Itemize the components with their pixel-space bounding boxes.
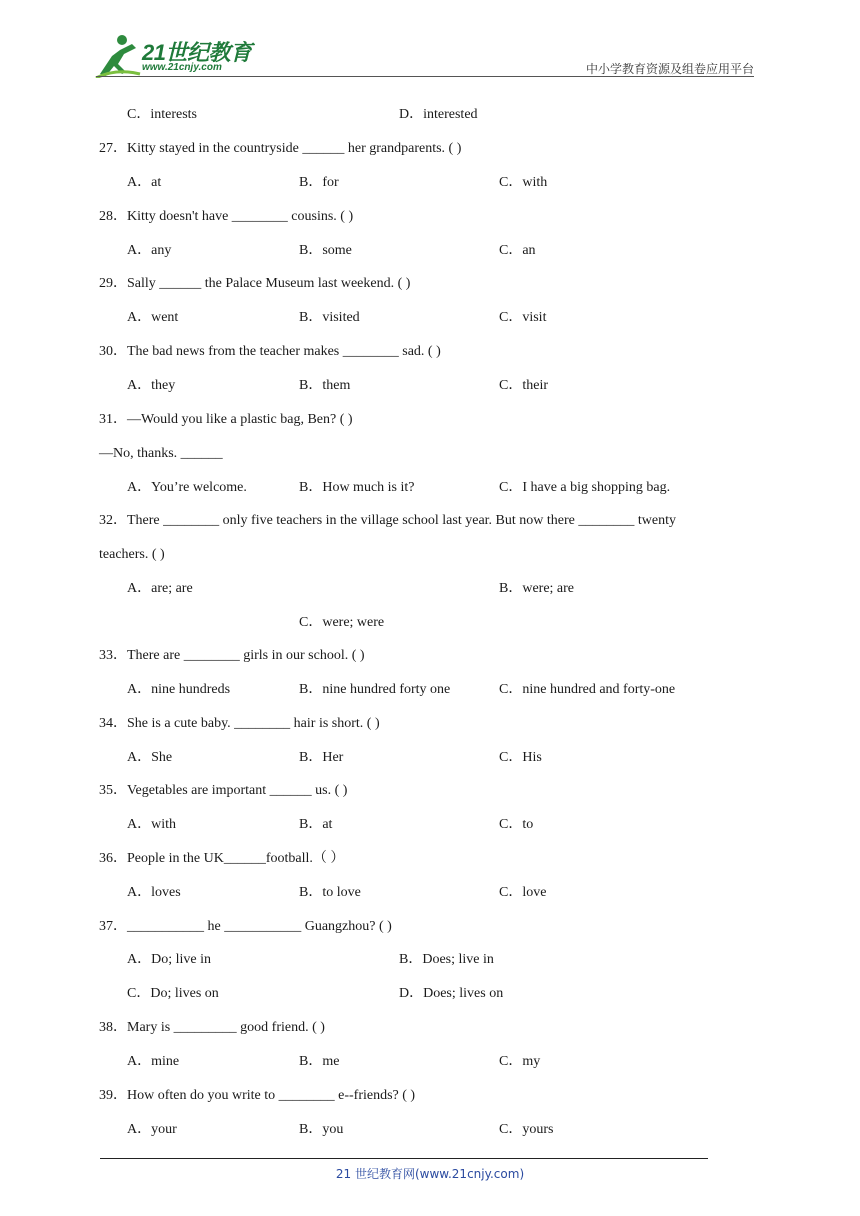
question-30: 30．The bad news from the teacher makes ________ sad. ( )	[99, 344, 441, 359]
q36-option-c: C．love	[499, 885, 547, 900]
q30-option-a: A．they	[127, 378, 176, 393]
question-32: 32．There ________ only five teachers in the village school last year. But now there ________ twenty	[99, 513, 676, 528]
q28-option-b: B．some	[299, 243, 352, 258]
q33-option-c: C．nine hundred and forty-one	[499, 682, 676, 697]
q34-option-c: C．His	[499, 750, 542, 765]
q30-option-b: B．them	[299, 378, 351, 393]
footer-link[interactable]: 21 世纪教育网(www.21cnjy.com)	[335, 1167, 525, 1181]
q39-option-c: C．yours	[499, 1122, 554, 1137]
q39-option-b: B．you	[299, 1122, 344, 1137]
header-divider	[96, 76, 754, 77]
question-39: 39．How often do you write to ________ e--friends? ( )	[99, 1088, 416, 1103]
footer-divider	[100, 1158, 708, 1159]
question-27: 27．Kitty stayed in the countryside ______ her grandparents. ( )	[99, 141, 462, 156]
q39-option-a: A．your	[127, 1122, 177, 1137]
q37-option-d: D．Does; lives on	[399, 986, 504, 1001]
q33-option-a: A．nine hundreds	[127, 682, 231, 697]
q32-option-b: B．were; are	[499, 581, 575, 596]
q38-option-c: C．my	[499, 1054, 541, 1069]
q35-option-a: A．with	[127, 817, 176, 832]
question-37: 37．___________ he ___________ Guangzhou? ( )	[99, 919, 392, 934]
q31-reply: —No, thanks. ______	[99, 446, 223, 461]
q34-option-b: B．Her	[299, 750, 344, 765]
q35-option-c: C．to	[499, 817, 534, 832]
question-35: 35．Vegetables are important ______ us. ( )	[99, 783, 348, 798]
q28-option-c: C．an	[499, 243, 536, 258]
site-logo[interactable]	[92, 34, 262, 78]
q32-option-a: A．are; are	[127, 581, 193, 596]
q31-option-b: B．How much is it?	[299, 480, 415, 495]
q32-option-c: C．were; were	[299, 615, 385, 630]
page-header	[0, 0, 860, 80]
platform-name: 中小学教育资源及组卷应用平台	[585, 62, 754, 76]
q33-option-b: B．nine hundred forty one	[299, 682, 451, 697]
q27-option-a: A．at	[127, 175, 162, 190]
q34-option-a: A．She	[127, 750, 173, 765]
q35-option-b: B．at	[299, 817, 333, 832]
question-34: 34．She is a cute baby. ________ hair is short. ( )	[99, 716, 380, 731]
q29-option-a: A．went	[127, 310, 179, 325]
question-29: 29．Sally ______ the Palace Museum last weekend. ( )	[99, 276, 411, 291]
question-33: 33．There are ________ girls in our school. ( )	[99, 648, 365, 663]
q30-option-c: C．their	[499, 378, 548, 393]
q26-option-c: C．interests	[127, 107, 197, 122]
q26-option-d: D．interested	[399, 107, 478, 122]
q28-option-a: A．any	[127, 243, 172, 258]
question-32-continued: teachers. ( )	[99, 547, 165, 562]
question-28: 28．Kitty doesn't have ________ cousins. ( )	[99, 209, 354, 224]
q37-option-c: C．Do; lives on	[127, 986, 219, 1001]
q31-option-a: A．You’re welcome.	[127, 480, 247, 495]
q31-option-c: C．I have a big shopping bag.	[499, 480, 671, 495]
question-38: 38．Mary is _________ good friend. ( )	[99, 1020, 325, 1035]
logo-title: 21世纪教育	[142, 40, 252, 65]
q38-option-b: B．me	[299, 1054, 340, 1069]
q37-option-a: A．Do; live in	[127, 952, 211, 967]
question-31: 31．—Would you like a plastic bag, Ben? ( )	[99, 412, 353, 427]
q37-option-b: B．Does; live in	[399, 952, 494, 967]
q29-option-c: C．visit	[499, 310, 547, 325]
q38-option-a: A．mine	[127, 1054, 180, 1069]
q36-option-a: A．loves	[127, 885, 181, 900]
logo-url: www.21cnjy.com	[142, 62, 222, 73]
q27-option-c: C．with	[499, 175, 548, 190]
q36-option-b: B．to love	[299, 885, 361, 900]
question-36: 36．People in the UK______football.（ ）	[99, 851, 345, 866]
q27-option-b: B．for	[299, 175, 339, 190]
q29-option-b: B．visited	[299, 310, 360, 325]
runner-logo-icon	[92, 34, 142, 78]
